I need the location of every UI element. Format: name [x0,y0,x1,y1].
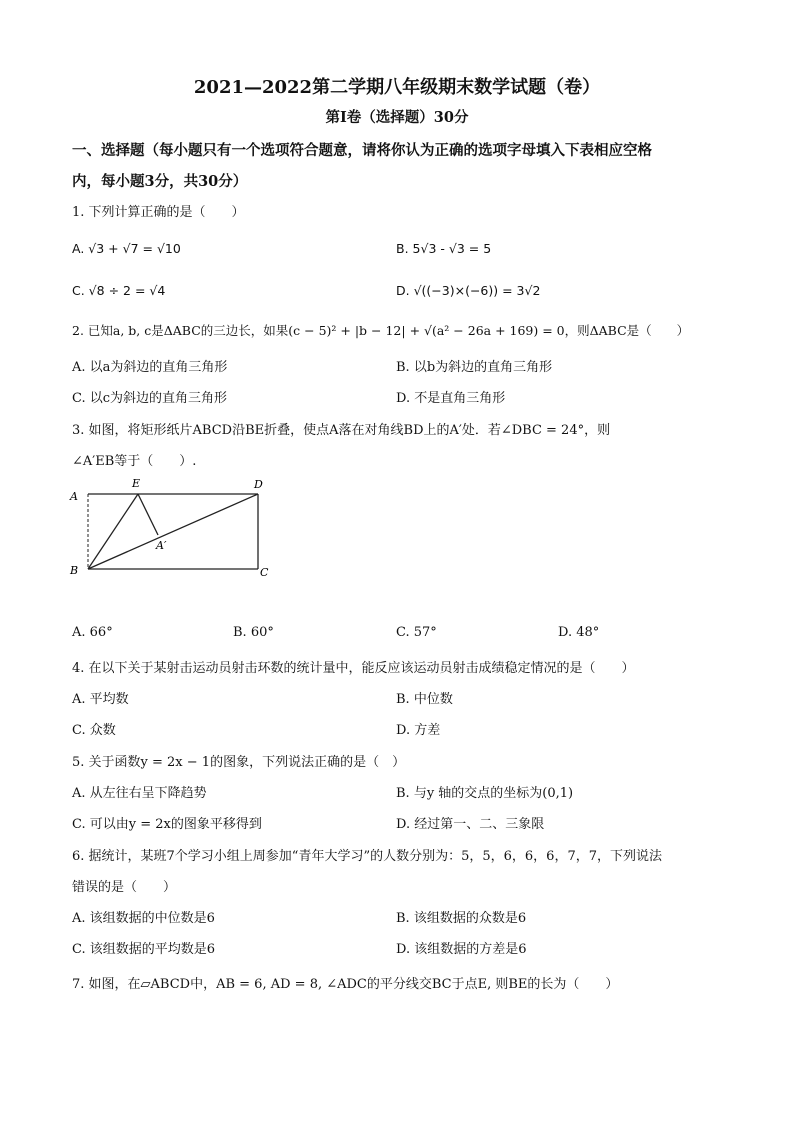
q6-stem-line1: 6. 据统计，某班7个学习小组上周参加“青年大学习”的人数分别为：5，5，6，6，6，7，7，下列说法 [72,849,662,864]
label-d: D [254,478,263,491]
q2-stem: 2. 已知a, b, c是ΔABC的三边长，如果(c − 5)² + |b − 12| + √(a² − 26a + 169) = 0，则ΔABC是（ ） [72,323,690,338]
q3-option-b: B. 60° [233,625,274,640]
q4-option-b: B. 中位数 [396,692,453,707]
q3-option-d: D. 48° [558,625,600,640]
label-b: B [70,564,79,577]
segment-ea-prime [138,494,158,535]
q3-option-c: C. 57° [396,625,437,640]
q5-option-c: C. 可以由y = 2x的图象平移得到 [72,817,262,832]
q3-option-a: A. 66° [72,625,113,640]
label-a: A [70,490,78,503]
exam-title: 2021—2022第二学期八年级期末数学试题（卷） [193,77,601,98]
q5-option-d: D. 经过第一、二、三象限 [396,817,545,832]
q3-stem-line2: ∠A′EB等于（ ）. [72,454,197,469]
q5-option-b: B. 与y 轴的交点的坐标为(0,1) [396,786,574,801]
label-a-prime: A′ [156,539,167,552]
q6-stem-line2: 错误的是（ ） [72,880,177,895]
q1-option-d: D. √((−3)×(−6)) = 3√2 [396,283,541,298]
q6-option-d: D. 该组数据的方差是6 [396,942,527,957]
q4-option-a: A. 平均数 [72,692,129,707]
q7-stem: 7. 如图，在▱ABCD中，AB = 6, AD = 8, ∠ADC的平分线交BC于点E, 则BE的长为（ ） [72,977,619,992]
q4-stem: 4. 在以下关于某射击运动员射击环数的统计量中，能反应该运动员射击成绩稳定情况的是（ ） [72,661,635,676]
section-heading-line1: 一、选择题（每小题只有一个选项符合题意，请将你认为正确的选项字母填入下表相应空格 [72,142,652,159]
q5-option-a: A. 从左往右呈下降趋势 [72,786,207,801]
section-heading-line2: 内，每小题3分，共30分） [72,173,248,190]
q2-option-a: A. 以a为斜边的直角三角形 [72,360,228,375]
q6-option-b: B. 该组数据的众数是6 [396,911,527,926]
q1-option-c: C. √8 ÷ 2 = √4 [72,283,166,298]
q1-stem: 1. 下列计算正确的是（ ） [72,205,245,220]
q6-option-c: C. 该组数据的平均数是6 [72,942,216,957]
q3-figure [60,472,290,584]
q1-option-a: A. √3 + √7 = √10 [72,241,181,256]
label-e: E [132,477,141,490]
part-subtitle: 第Ⅰ卷（选择题）30分 [325,109,469,126]
q2-option-b: B. 以b为斜边的直角三角形 [396,360,553,375]
q5-stem: 5. 关于函数y = 2x − 1的图象，下列说法正确的是（ ） [72,755,406,770]
q4-option-c: C. 众数 [72,723,116,738]
q1-option-b: B. 5√3 - √3 = 5 [396,241,492,256]
q6-option-a: A. 该组数据的中位数是6 [72,911,215,926]
q2-option-c: C. 以c为斜边的直角三角形 [72,391,228,406]
q4-option-d: D. 方差 [396,723,441,738]
label-c: C [260,566,269,579]
q3-stem-line1: 3. 如图，将矩形纸片ABCD沿BE折叠，使点A落在对角线BD上的A′处．若∠DBC = 24°，则 [72,423,611,438]
q2-option-d: D. 不是直角三角形 [396,391,506,406]
